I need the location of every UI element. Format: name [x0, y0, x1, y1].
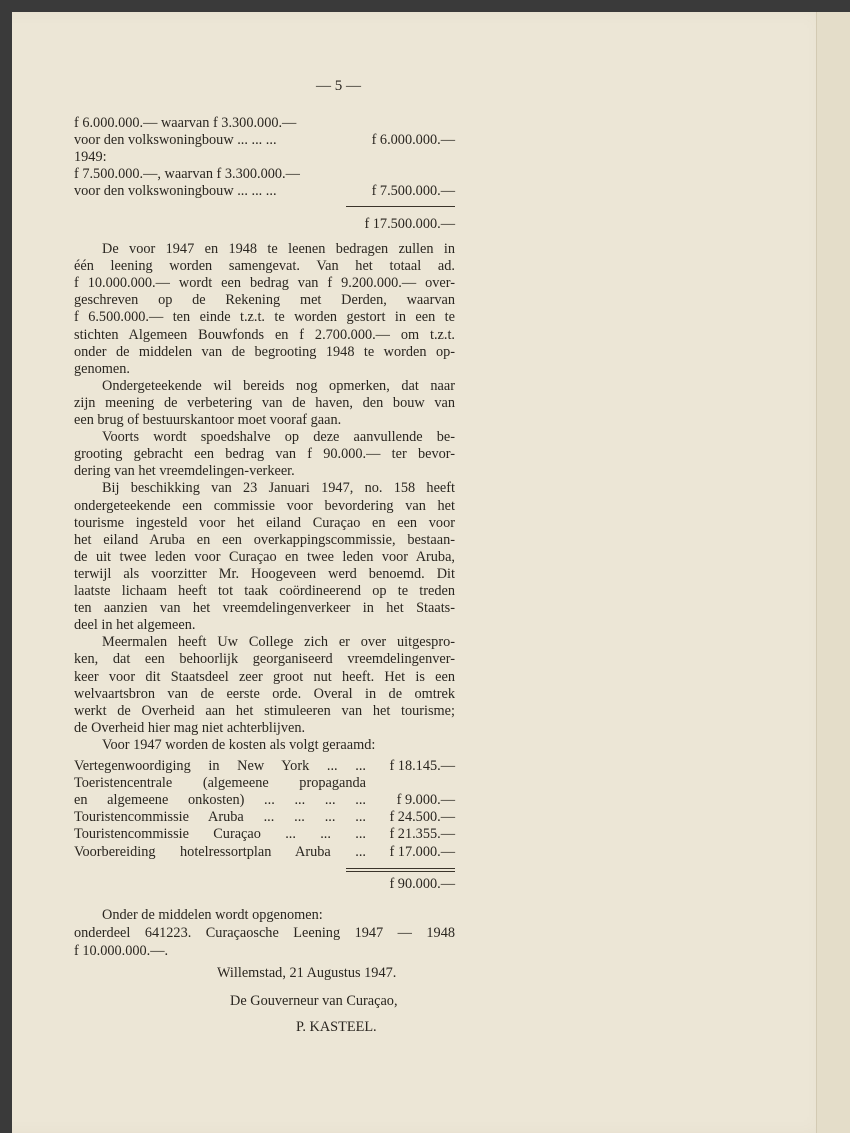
- cost-line-0: Vertegenwoordiging in New York ... ...: [74, 758, 366, 774]
- cost-line-3: Touristencommissie Aruba ... ... ... ...: [74, 809, 366, 826]
- paragraph-line: ten aanzien van het vreemdelingenverkeer in het Staats-: [74, 600, 455, 617]
- paragraph-line: Voor 1947 worden de kosten als volgt geraamd:: [102, 736, 376, 753]
- paragraph-line: onder de middelen van de begrooting 1948 te worden op-: [74, 343, 455, 360]
- cost-line-1: Toeristencentrale (algemeene propaganda: [74, 775, 366, 792]
- cost-line-5: Voorbereiding hotelressortplan Aruba ...: [74, 843, 366, 860]
- closing-line-0: Onder de middelen wordt opgenomen:: [102, 907, 323, 923]
- alloc-amount-1: f 6.000.000.—: [371, 132, 455, 148]
- paragraph-line: één leening worden samengevat. Van het totaal ad.: [74, 258, 455, 275]
- paragraph-line: de uit twee leden voor Curaçao en twee leden voor Aruba,: [74, 548, 455, 565]
- paragraph-line: geschreven op de Rekening met Derden, waarvan: [74, 292, 455, 309]
- paragraph-line: ondergeteekende een commissie voor bevordering van het: [74, 497, 455, 514]
- page-edge: [816, 12, 850, 1133]
- paragraph-line: f 6.500.000.— ten einde t.z.t. te worden gestort in een te: [74, 309, 455, 326]
- alloc-line-2: 1949:: [74, 149, 107, 165]
- paragraph-line: grooting gebracht een bedrag van f 90.000.— ter bevor-: [74, 446, 455, 463]
- paragraph-line: de Overheid hier mag niet achterblijven.: [74, 719, 306, 736]
- cost-amount-5: f 17.000.—: [389, 843, 455, 860]
- signature-title: De Gouverneur van Curaçao,: [230, 993, 398, 1009]
- alloc-line-4: voor den volkswoningbouw ... ... ...: [74, 183, 277, 199]
- paragraph-line: terwijl als voorzitter Mr. Hoogeveen werd benoemd. Dit: [74, 565, 455, 582]
- closing-line-2: f 10.000.000.—.: [74, 943, 169, 959]
- cost-amount-4: f 21.355.—: [389, 826, 455, 843]
- paragraph-line: laatste lichaam heeft tot taak coördineerend op te treden: [74, 583, 455, 599]
- paragraph-line: ken, dat een behoorlijk georganiseerd vreemdelingenver-: [74, 651, 455, 668]
- closing-line-1: onderdeel 641223. Curaçaosche Leening 1947 — 1948: [74, 925, 455, 941]
- paragraph-line: zijn meening de verbetering van de haven, den bouw van: [74, 394, 455, 411]
- paragraph-line: dering van het vreemdelingen-verkeer.: [74, 463, 295, 480]
- paragraph-line: werkt de Overheid aan het stimuleeren van het tourisme;: [74, 702, 455, 719]
- cost-line-4: Touristencommissie Curaçao ... ... ...: [74, 826, 366, 843]
- alloc-line-1: voor den volkswoningbouw ... ... ...: [74, 132, 277, 148]
- cost-amount-2: f 9.000.—: [396, 792, 455, 809]
- paragraph-line: keer voor dit Staatsdeel zeer groot nut heeft. Het is een: [74, 668, 455, 685]
- alloc-total-rule: [346, 206, 455, 207]
- costs-total-rule-1: [346, 868, 455, 869]
- paragraph-line: het eiland Aruba en een overkappingscommissie, bestaan-: [74, 531, 455, 548]
- alloc-total-amount: f 17.500.000.—: [364, 216, 455, 232]
- paragraph-line: welvaartsbron van de eerste orde. Overal in de omtrek: [74, 685, 455, 702]
- paragraph-line: tourisme ingesteld voor het eiland Curaçao en een voor: [74, 514, 455, 531]
- paragraph-line: De voor 1947 en 1948 te leenen bedragen zullen in: [102, 241, 455, 257]
- paragraph-line: Meermalen heeft Uw College zich er over uitgespro-: [102, 634, 455, 651]
- paragraph-line: een brug of bestuurskantoor moet vooraf gaan.: [74, 412, 342, 428]
- costs-total-rule-2: [346, 871, 455, 872]
- alloc-amount-4: f 7.500.000.—: [371, 183, 455, 199]
- paragraph-line: stichten Algemeen Bouwfonds en f 2.700.000.— om t.z.t.: [74, 326, 455, 343]
- cost-amount-0: f 18.145.—: [389, 758, 455, 774]
- paragraph-line: Voorts wordt spoedshalve op deze aanvullende be-: [102, 429, 455, 446]
- signature-name: P. KASTEEL.: [296, 1019, 377, 1035]
- page-number: — 5 —: [316, 78, 361, 94]
- cost-amount-3: f 24.500.—: [389, 809, 455, 826]
- paragraph-line: Ondergeteekende wil bereids nog opmerken, dat naar: [102, 377, 455, 394]
- paragraph-line: genomen.: [74, 360, 130, 377]
- signature-place-date: Willemstad, 21 Augustus 1947.: [217, 965, 397, 981]
- paragraph-line: Bij beschikking van 23 Januari 1947, no. 158 heeft: [102, 480, 455, 497]
- paragraph-line: deel in het algemeen.: [74, 617, 196, 634]
- paragraph-line: f 10.000.000.— wordt een bedrag van f 9.200.000.— over-: [74, 275, 455, 292]
- alloc-line-0: f 6.000.000.— waarvan f 3.300.000.—: [74, 115, 297, 131]
- costs-total-amount: f 90.000.—: [389, 876, 455, 892]
- cost-line-2: en algemeene onkosten) ... ... ... ...: [74, 792, 366, 809]
- alloc-line-3: f 7.500.000.—, waarvan f 3.300.000.—: [74, 166, 300, 182]
